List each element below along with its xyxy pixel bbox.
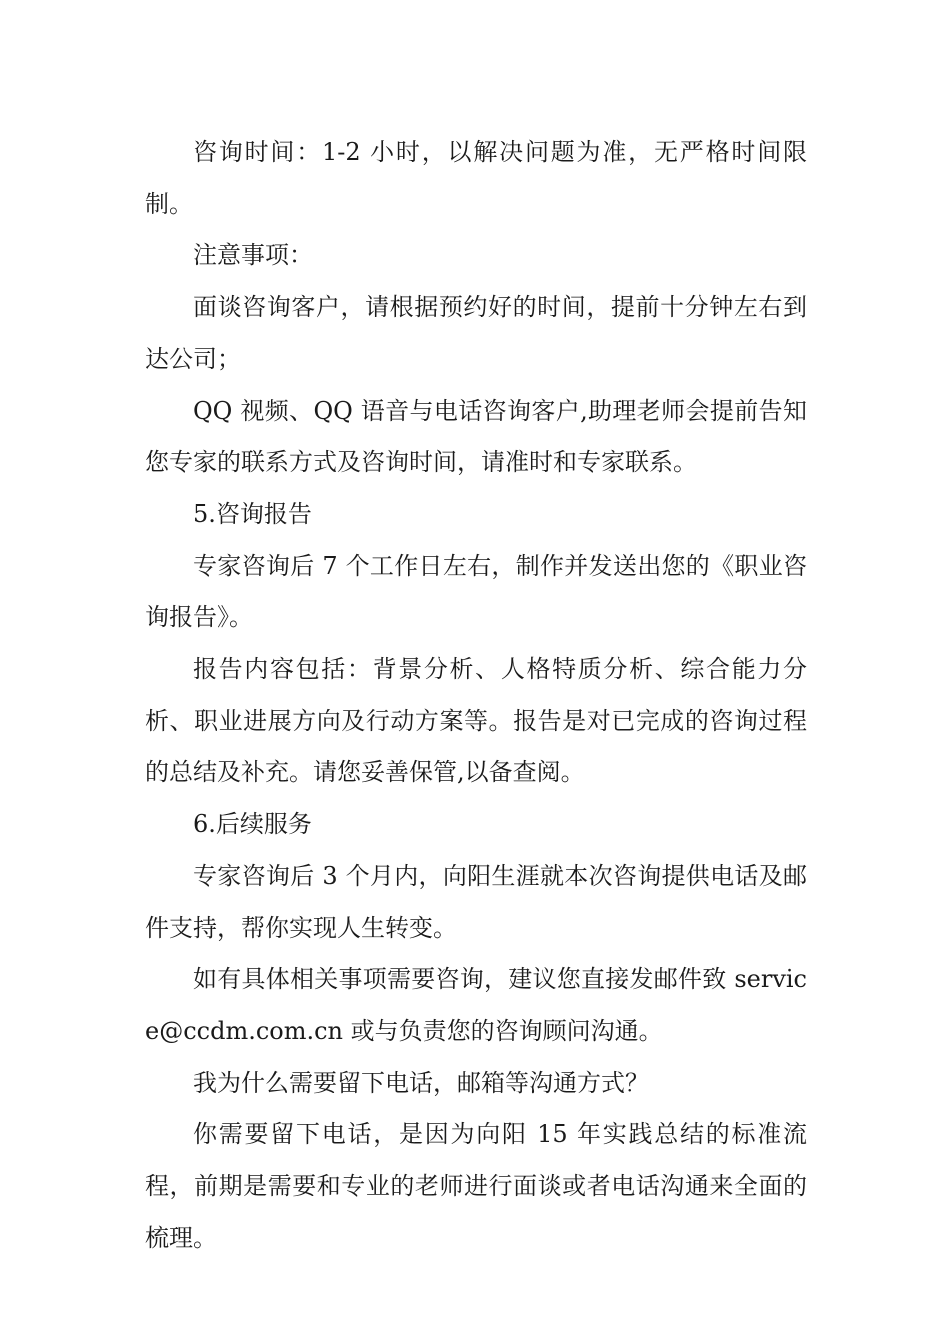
paragraph-report-delivery: 专家咨询后 7 个工作日左右，制作并发送出您的《职业咨询报告》。 [145,551,807,632]
paragraph-follow-up-support: 专家咨询后 3 个月内，向阳生涯就本次咨询提供电话及邮件支持，帮你实现人生转变。 [145,861,807,942]
heading-report: 5.咨询报告 [193,499,312,528]
paragraph-in-person: 面谈咨询客户，请根据预约好的时间，提前十分钟左右到达公司； [145,293,807,373]
paragraph-consult-time: 咨询时间：1-2 小时，以解决问题为准，无严格时间限制。 [145,138,807,218]
document-page [145,127,807,1264]
heading-notes: 注意事项： [193,241,313,270]
paragraph-answer: 你需要留下电话，是因为向阳 15 年实践总结的标准流程，前期是需要和专业的老师进行面谈或者电话沟通来全面的梳理。 [145,1120,807,1252]
paragraph-report-content: 报告内容包括：背景分析、人格特质分析、综合能力分析、职业进展方向及行动方案等。报告是对已完成的咨询过程的总结及补充。请您妥善保管,以备查阅。 [145,655,807,787]
paragraph-question: 我为什么需要留下电话，邮箱等沟通方式？ [193,1068,649,1097]
paragraph-contact-email: 如有具体相关事项需要咨询，建议您直接发邮件致 service@ccdm.com.cn 或与负责您的咨询顾问沟通。 [145,965,807,1045]
paragraph-remote-consult: QQ 视频、QQ 语音与电话咨询客户,助理老师会提前告知您专家的联系方式及咨询时间，请准时和专家联系。 [145,396,807,477]
heading-follow-up: 6.后续服务 [193,810,312,839]
